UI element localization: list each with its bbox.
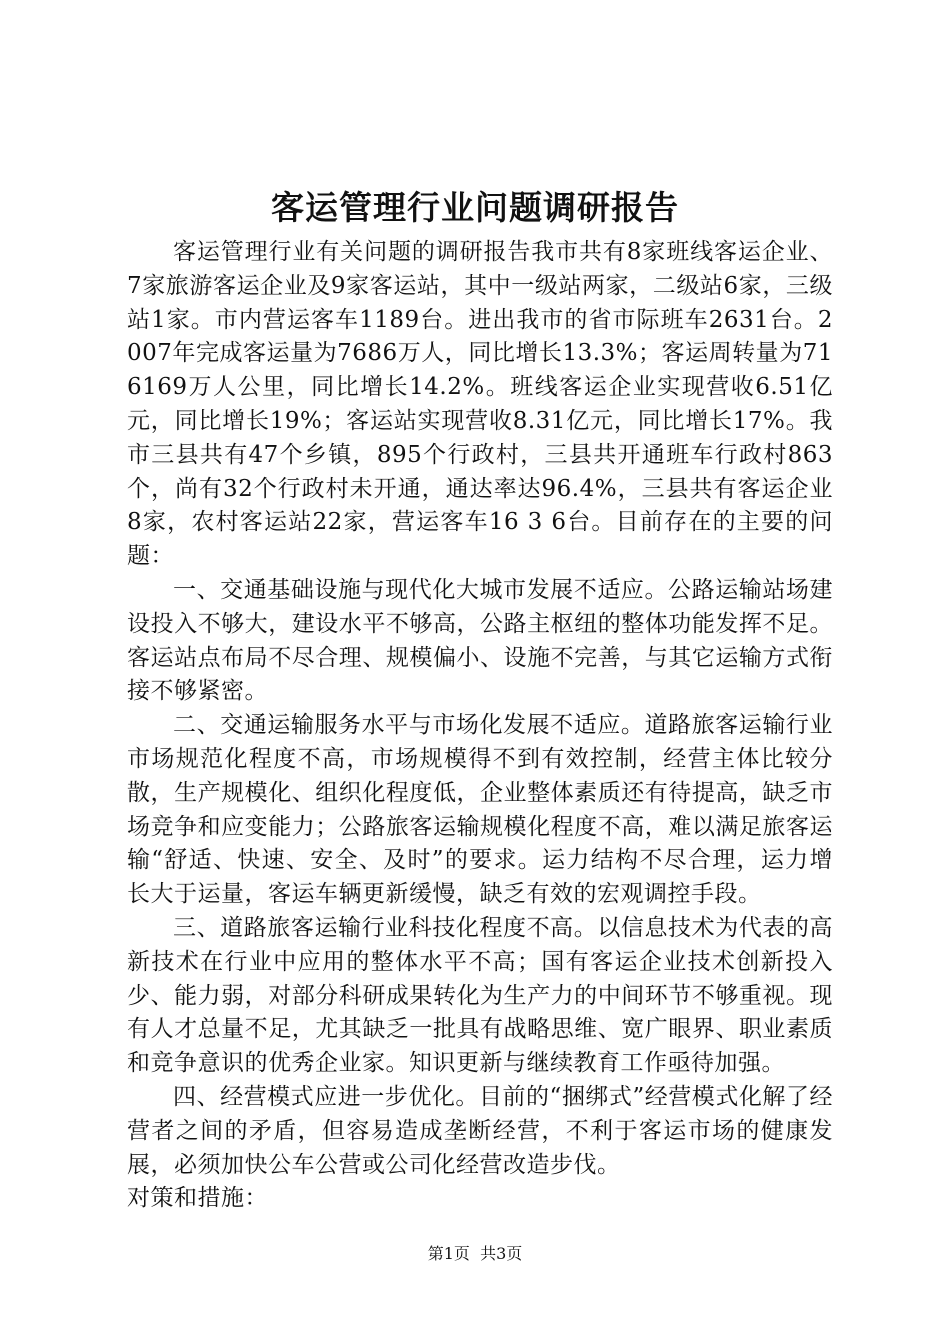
closing-line: 对策和措施：	[127, 1185, 268, 1212]
paragraph-issue-4: 四、经营模式应进一步优化。目前的“捆绑式”经营模式化解了经营者之间的矛盾，但容易造成垄断经营，不利于客运市场的健康发展，必须加快公车公营或公司化经营改造步伐。	[127, 1083, 833, 1178]
paragraph-intro: 客运管理行业有关问题的调研报告我市共有8家班线客运企业、7家旅游客运企业及9家客运站，其中一级站两家，二级站6家，三级站1家。市内营运客车1189台。进出我市的省市际班车2631台。2007年完成客运量为7686万人，同比增长13.3%；客运周转量为716169万人公里，同比增长14.2%。班线客运企业实现营收6.51亿元，同比增长19%；客运站实现营收8.31亿元，同比增长17%。我市三县共有47个乡镇，895个行政村，三县共开通班车行政村863个，尚有32个行政村未开通，通达率达96.4%，三县共有客运企业8家，农村客运站22家，营运客车16 3 6台。目前存在的主要的问题：	[127, 239, 833, 570]
document-title: 客运管理行业问题调研报告	[271, 188, 679, 227]
document-body	[127, 236, 833, 1216]
page-number: 第1页 共3页	[427, 1244, 523, 1263]
paragraph-issue-1: 一、交通基础设施与现代化大城市发展不适应。公路运输站场建设投入不够大，建设水平不够高，公路主枢纽的整体功能发挥不足。客运站点布局不尽合理、规模偏小、设施不完善，与其它运输方式衔接不够紧密。	[127, 576, 833, 705]
paragraph-issue-3: 三、道路旅客运输行业科技化程度不高。以信息技术为代表的高新技术在行业中应用的整体水平不高；国有客运企业技术创新投入少、能力弱，对部分科研成果转化为生产力的中间环节不够重视。现有人才总量不足，尤其缺乏一批具有战略思维、宽广眼界、职业素质和竞争意识的优秀企业家。知识更新与继续教育工作亟待加强。	[127, 914, 833, 1077]
paragraph-issue-2: 二、交通运输服务水平与市场化发展不适应。道路旅客运输行业市场规范化程度不高，市场规模得不到有效控制，经营主体比较分散，生产规模化、组织化程度低，企业整体素质还有待提高，缺乏市场竞争和应变能力；公路旅客运输规模化程度不高，难以满足旅客运输“舒适、快速、安全、及时”的要求。运力结构不尽合理，运力增长大于运量，客运车辆更新缓慢，缺乏有效的宏观调控手段。	[127, 712, 833, 908]
page-footer	[0, 1243, 950, 1265]
